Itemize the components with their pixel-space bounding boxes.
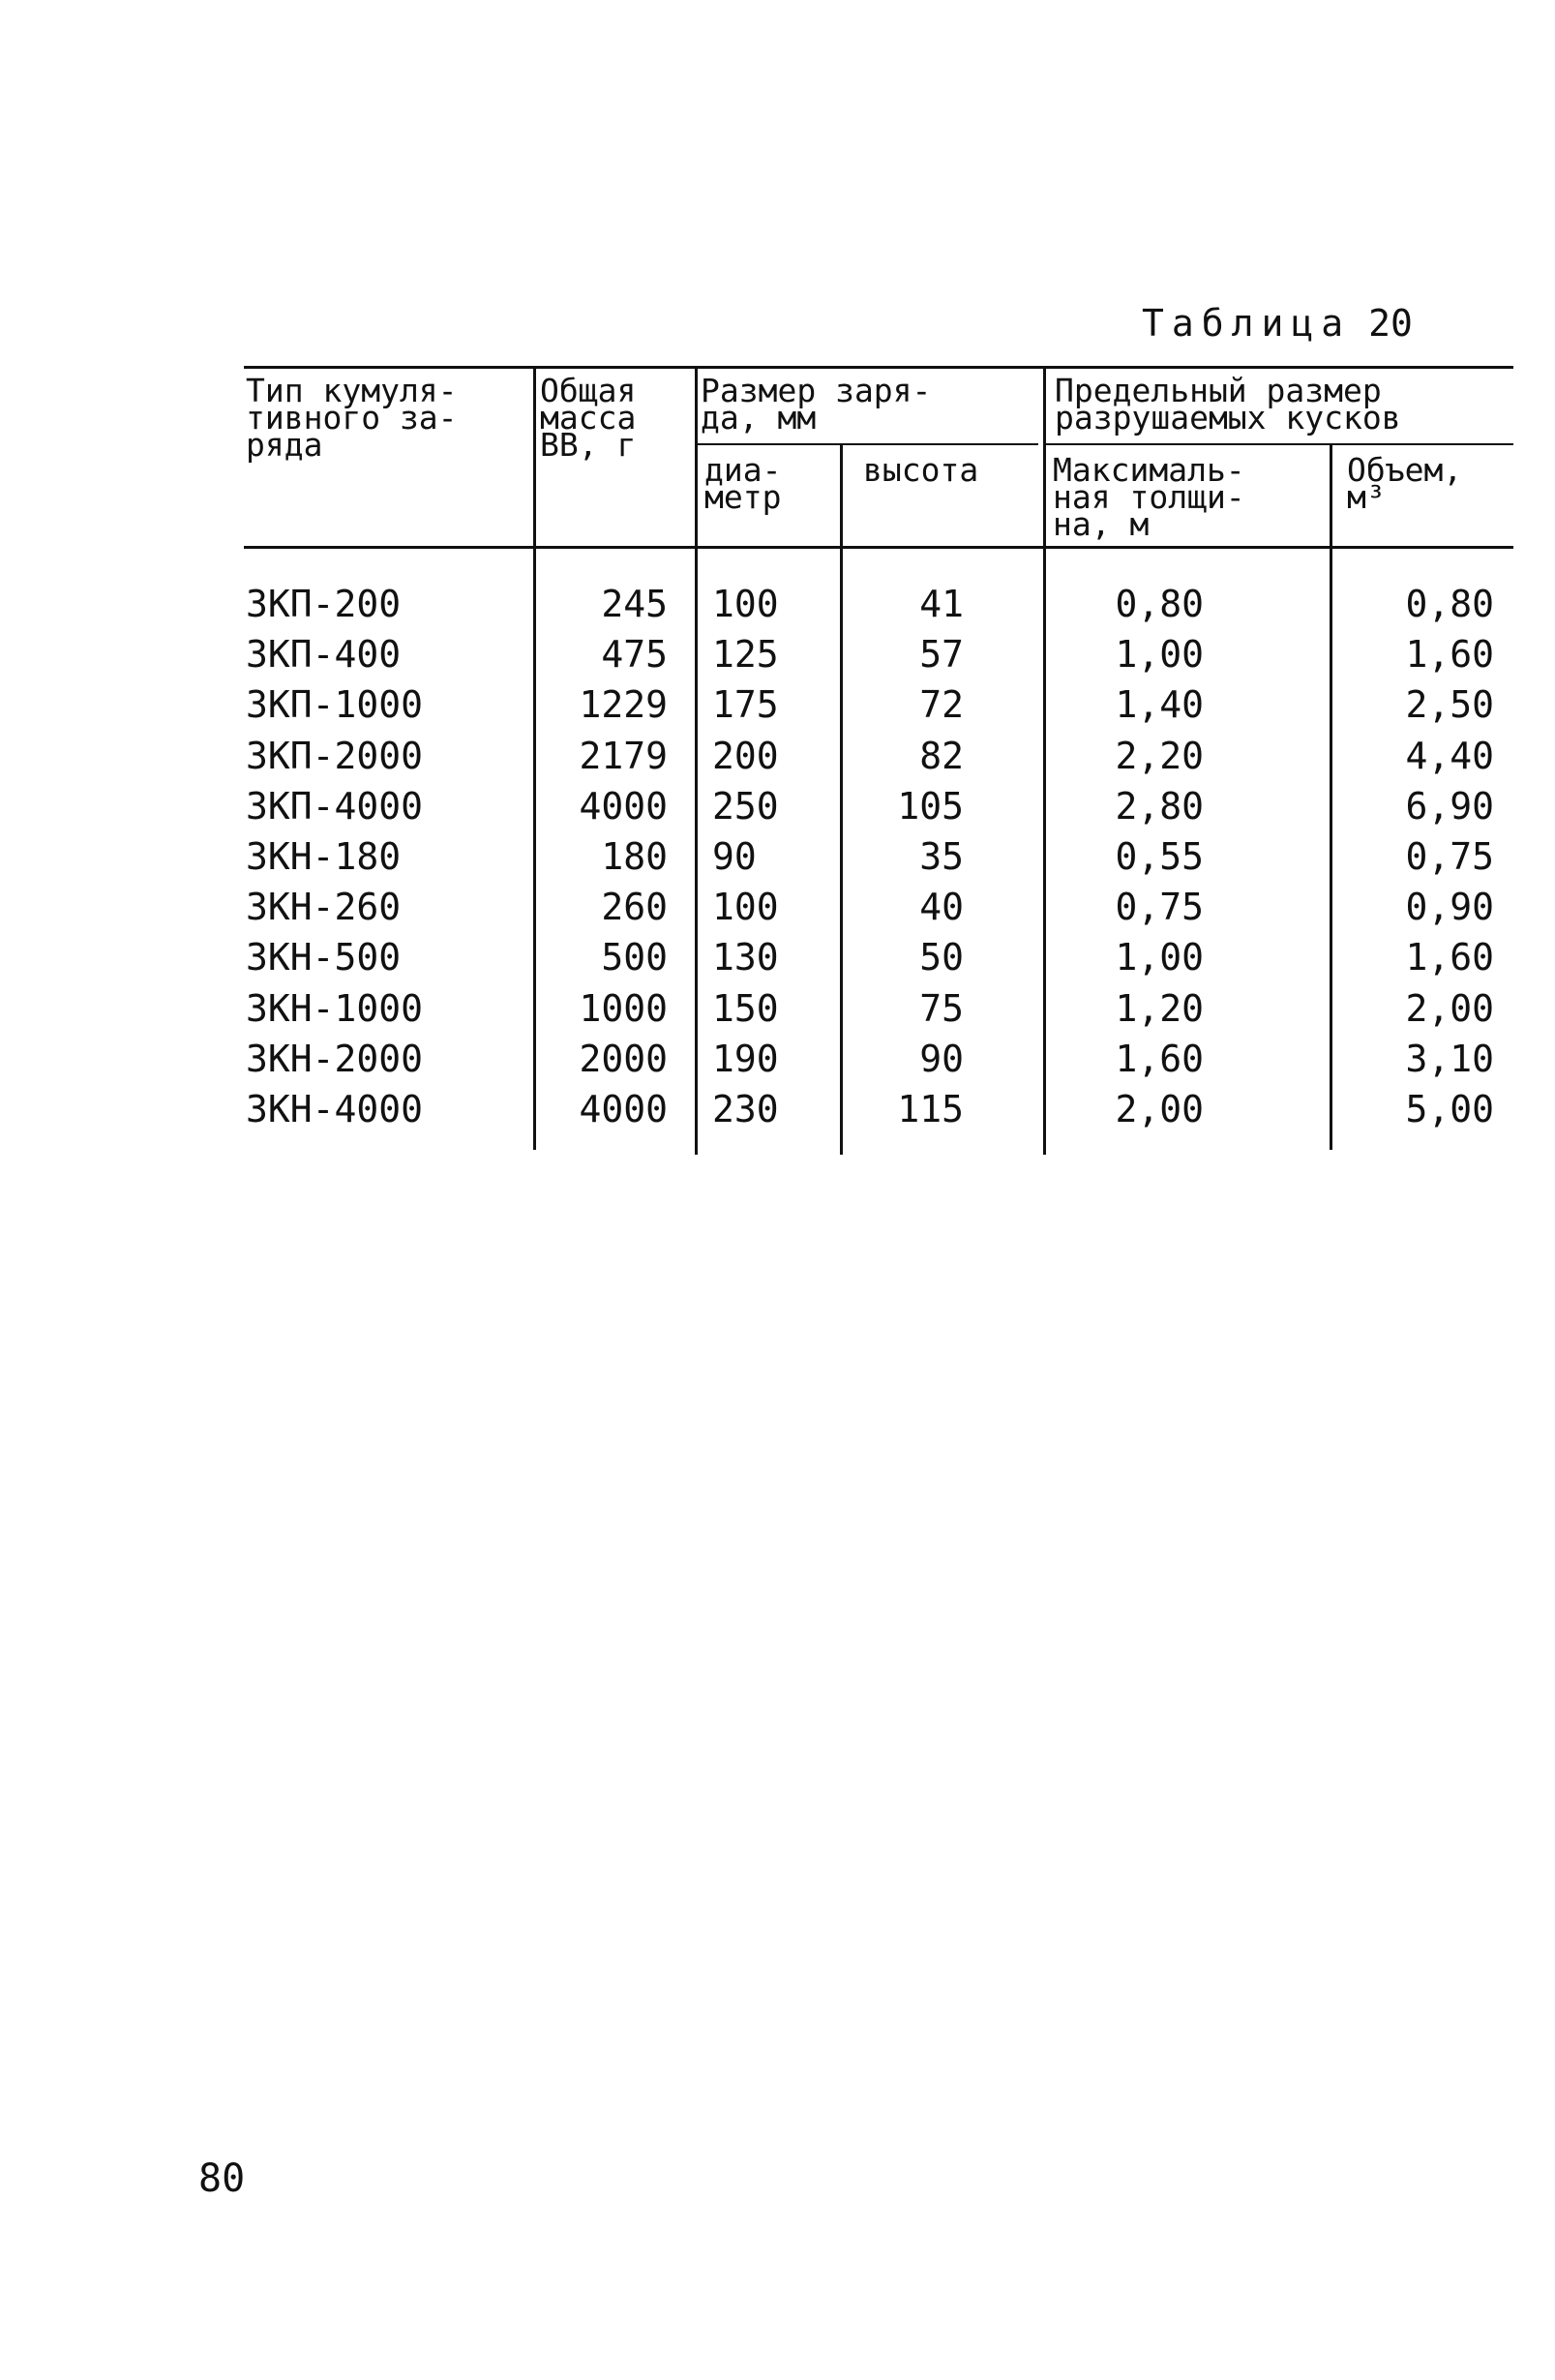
cell-volume: 2,50: [1405, 683, 1494, 726]
cell-type: ЗКН-4000: [246, 1088, 424, 1130]
cell-thickness: 1,00: [1115, 936, 1204, 979]
cell-mass: 4000: [579, 1088, 668, 1130]
col-divider-height-thickness: [1043, 366, 1046, 1155]
header-thickness: Максималь- ная толщи- на, м: [1053, 451, 1245, 543]
cell-diameter: 230: [712, 1088, 779, 1130]
size-group-rule: [695, 443, 1038, 445]
cell-diameter: 100: [712, 583, 779, 625]
cell-type: ЗКН-2000: [246, 1038, 424, 1080]
table-caption-number: 20: [1368, 302, 1413, 345]
cell-thickness: 0,55: [1115, 835, 1204, 878]
limit-group-rule: [1045, 443, 1513, 445]
header-diameter: диа- метр: [704, 451, 782, 516]
header-size-group: Размер заря- да, мм: [701, 372, 932, 437]
cell-volume: 1,60: [1405, 936, 1494, 979]
cell-height: 57: [919, 633, 964, 676]
cell-mass: 180: [601, 835, 668, 878]
header-volume: Объем, м³: [1347, 451, 1463, 516]
table-caption: [1142, 302, 1413, 345]
cell-diameter: 175: [712, 683, 779, 726]
cell-diameter: 190: [712, 1038, 779, 1080]
cell-thickness: 2,20: [1115, 735, 1204, 777]
cell-type: ЗКП-4000: [246, 785, 424, 828]
header-limit-group: Предельный размер разрушаемых кусков: [1055, 372, 1401, 437]
cell-thickness: 1,40: [1115, 683, 1204, 726]
cell-height: 35: [919, 835, 964, 878]
cell-height: 41: [919, 583, 964, 625]
table-caption-label: Таблица: [1142, 302, 1352, 345]
cell-diameter: 150: [712, 987, 779, 1030]
cell-height: 50: [919, 936, 964, 979]
cell-diameter: 130: [712, 936, 779, 979]
cell-height: 90: [919, 1038, 964, 1080]
cell-mass: 500: [601, 936, 668, 979]
cell-type: ЗКН-500: [246, 936, 402, 979]
cell-mass: 260: [601, 886, 668, 928]
cell-mass: 1000: [579, 987, 668, 1030]
cell-mass: 245: [601, 583, 668, 625]
cell-height: 40: [919, 886, 964, 928]
cell-volume: 0,80: [1405, 583, 1494, 625]
cell-volume: 5,00: [1405, 1088, 1494, 1130]
cell-mass: 4000: [579, 785, 668, 828]
cell-mass: 2179: [579, 735, 668, 777]
cell-mass: 1229: [579, 683, 668, 726]
page-number: 80: [198, 2156, 246, 2201]
cell-volume: 1,60: [1405, 633, 1494, 676]
col-divider-mass-diameter: [695, 366, 698, 1155]
cell-thickness: 1,60: [1115, 1038, 1204, 1080]
cell-volume: 6,90: [1405, 785, 1494, 828]
col-divider-thickness-volume: [1330, 443, 1332, 1150]
cell-diameter: 250: [712, 785, 779, 828]
header-bottom-rule: [244, 546, 1513, 549]
cell-type: ЗКП-2000: [246, 735, 424, 777]
cell-thickness: 2,80: [1115, 785, 1204, 828]
cell-mass: 2000: [579, 1038, 668, 1080]
cell-volume: 0,75: [1405, 835, 1494, 878]
cell-diameter: 125: [712, 633, 779, 676]
cell-diameter: 200: [712, 735, 779, 777]
cell-thickness: 0,80: [1115, 583, 1204, 625]
col-divider-type-mass: [533, 366, 536, 1150]
cell-height: 72: [919, 683, 964, 726]
header-top-rule: [244, 366, 1513, 369]
header-height: высота: [863, 451, 979, 489]
cell-height: 75: [919, 987, 964, 1030]
cell-height: 105: [897, 785, 964, 828]
cell-volume: 3,10: [1405, 1038, 1494, 1080]
cell-type: ЗКП-200: [246, 583, 402, 625]
cell-diameter: 100: [712, 886, 779, 928]
col-divider-diameter-height: [840, 443, 843, 1155]
cell-thickness: 2,00: [1115, 1088, 1204, 1130]
cell-mass: 475: [601, 633, 668, 676]
cell-type: ЗКП-1000: [246, 683, 424, 726]
header-type: Тип кумуля- тивного за- ряда: [246, 372, 458, 464]
cell-thickness: 1,00: [1115, 633, 1204, 676]
cell-volume: 2,00: [1405, 987, 1494, 1030]
cell-type: ЗКП-400: [246, 633, 402, 676]
cell-volume: 0,90: [1405, 886, 1494, 928]
cell-diameter: 90: [712, 835, 757, 878]
cell-thickness: 1,20: [1115, 987, 1204, 1030]
cell-type: ЗКН-1000: [246, 987, 424, 1030]
cell-type: ЗКН-260: [246, 886, 402, 928]
cell-height: 115: [897, 1088, 964, 1130]
cell-volume: 4,40: [1405, 735, 1494, 777]
cell-thickness: 0,75: [1115, 886, 1204, 928]
cell-height: 82: [919, 735, 964, 777]
cell-type: ЗКН-180: [246, 835, 402, 878]
header-mass: Общая масса ВВ, г: [540, 372, 637, 464]
